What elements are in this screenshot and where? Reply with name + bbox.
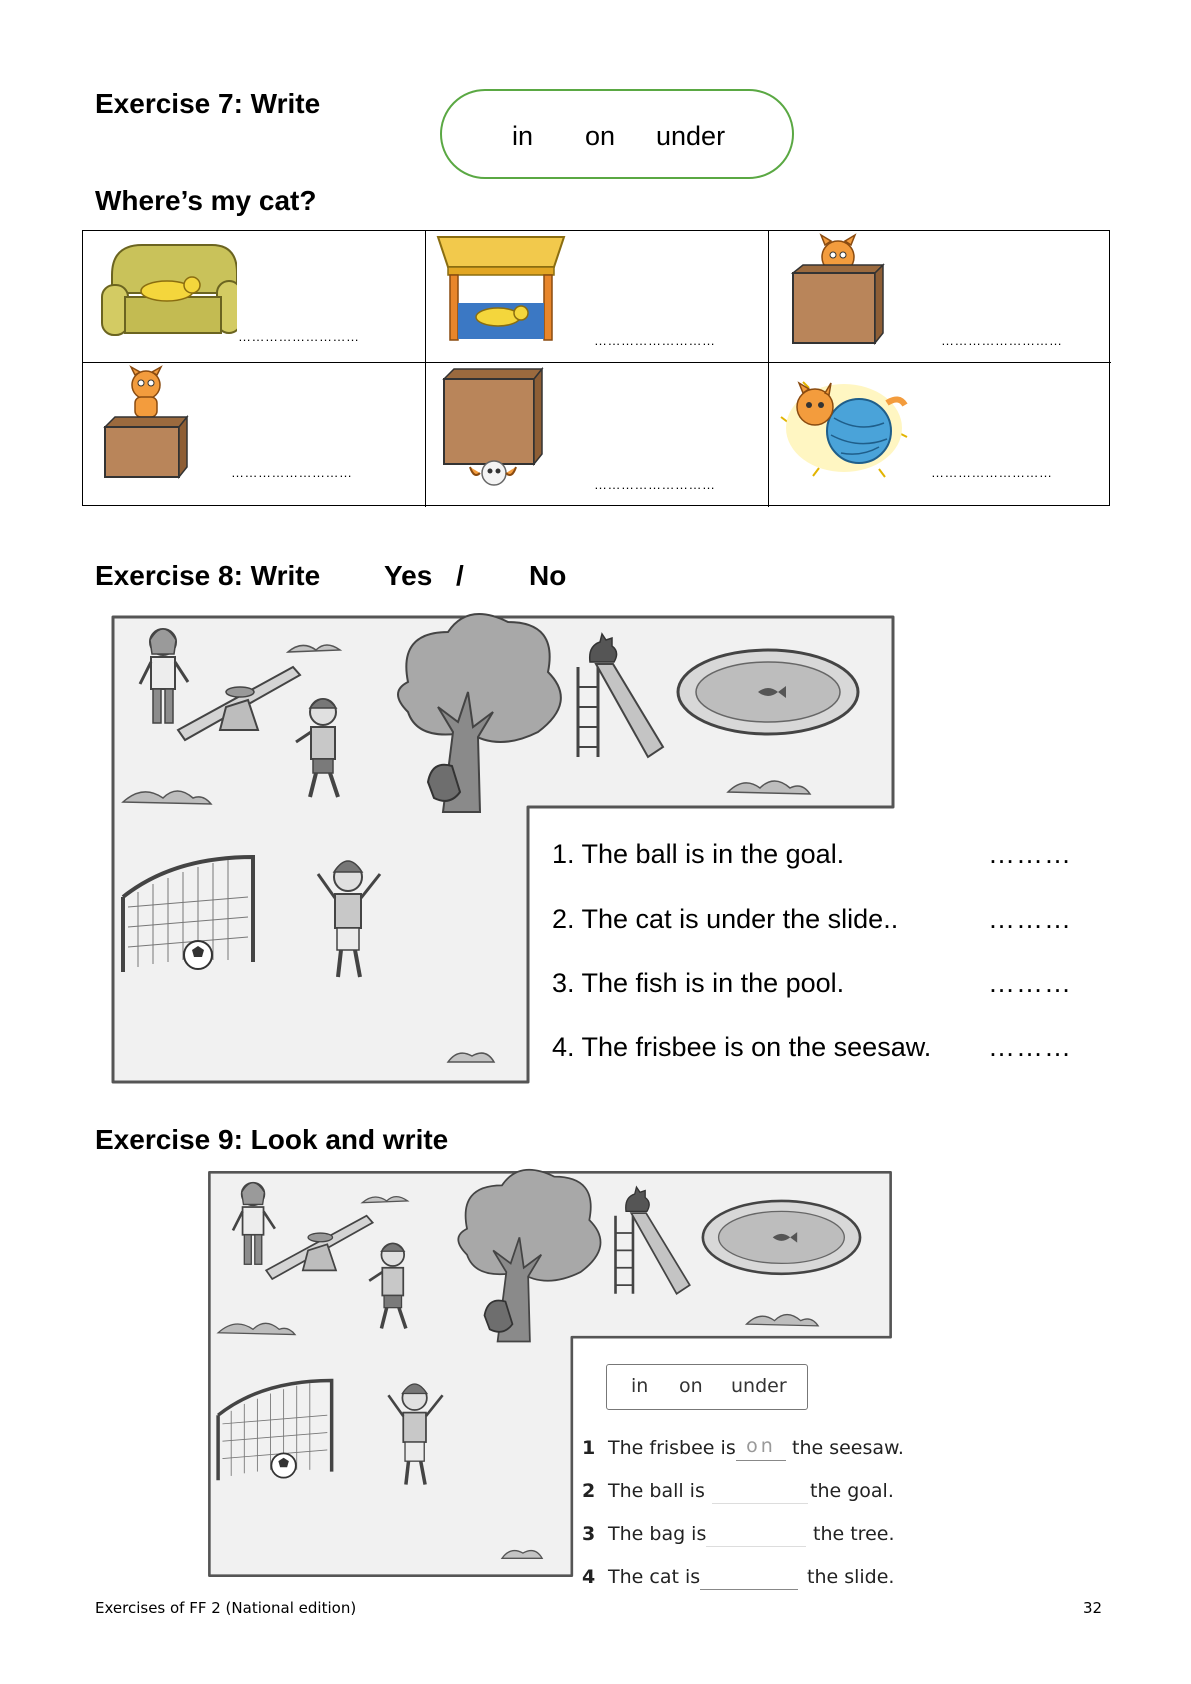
cat-on-sofa-picture <box>97 235 237 350</box>
cat-in-box-picture <box>783 233 893 348</box>
cat-cell-6 <box>769 363 1111 507</box>
exercise8-title: Exercise 8: Write <box>95 560 321 591</box>
ex9-start-2: The ball is <box>608 1480 705 1502</box>
ex9-num-3: 3 <box>582 1523 596 1545</box>
cat-cell-5 <box>426 363 769 507</box>
ex9-end-4: the slide. <box>807 1566 895 1588</box>
option-yes: Yes <box>384 560 433 591</box>
footer-text: Exercises of FF 2 (National edition) <box>95 1599 357 1617</box>
page-number: 32 <box>1083 1599 1103 1617</box>
cat-cell-3 <box>769 231 1111 363</box>
word-on: on <box>585 121 616 151</box>
exercise9-title: Exercise 9: Look and write <box>95 1124 449 1155</box>
ex9-start-3: The bag is <box>608 1523 707 1545</box>
cat-picture-table <box>82 230 1110 506</box>
ex9-num-1: 1 <box>582 1437 596 1459</box>
exercise8-answer-3[interactable]: ……… <box>988 968 1072 998</box>
exercise7-word-box <box>440 89 794 179</box>
exercise8-item-1: 1. The ball is in the goal. <box>552 839 845 869</box>
word-in: in <box>512 121 534 151</box>
ex9-end-3: the tree. <box>813 1523 895 1545</box>
option-no: No <box>529 560 567 591</box>
ex9-num-4: 4 <box>582 1566 596 1588</box>
cat-under-box-picture <box>442 367 552 492</box>
ex9-blank-3[interactable] <box>706 1521 806 1547</box>
cat-cell-2 <box>426 231 769 363</box>
ex9-num-2: 2 <box>582 1480 596 1502</box>
cat-cell-1 <box>83 231 426 363</box>
answer-line-3[interactable]: ……………………… <box>941 333 1063 348</box>
cat-under-table-picture <box>436 235 566 350</box>
cat-on-box-picture <box>101 365 201 480</box>
exercise8-answer-1[interactable]: ……… <box>988 839 1072 869</box>
ex9-start-4: The cat is <box>608 1566 701 1588</box>
exercise9-word-box <box>606 1364 808 1410</box>
ex9-end-2: the goal. <box>810 1480 894 1502</box>
ex9-word-under: under <box>731 1375 787 1397</box>
answer-line-6[interactable]: ……………………… <box>931 465 1053 480</box>
cat-cell-4 <box>83 363 426 507</box>
exercise8-item-3: 3. The fish is in the pool. <box>552 968 845 998</box>
ex9-word-in: in <box>631 1375 649 1397</box>
ex9-word-on: on <box>679 1375 703 1397</box>
ex9-end-1: the seesaw. <box>792 1437 904 1459</box>
exercise8-answer-2[interactable]: ……… <box>988 904 1072 934</box>
exercise8-answer-4[interactable]: ……… <box>988 1032 1072 1062</box>
answer-line-5[interactable]: ……………………… <box>594 477 716 492</box>
exercise8-item-2: 2. The cat is under the slide.. <box>552 904 899 934</box>
ex9-start-1: The frisbee is <box>608 1437 736 1459</box>
exercise7-title: Exercise 7: Write <box>95 88 321 119</box>
cat-with-ball-picture <box>779 373 909 483</box>
option-slash: / <box>456 560 464 591</box>
ex9-blank-2[interactable] <box>712 1478 808 1504</box>
ex9-blank-1[interactable]: on <box>736 1435 786 1461</box>
answer-line-4[interactable]: ……………………… <box>231 465 353 480</box>
word-under: under <box>656 121 726 151</box>
answer-line-2[interactable]: ……………………… <box>594 333 716 348</box>
exercise8-item-4: 4. The frisbee is on the seesaw. <box>552 1032 932 1062</box>
ex9-blank-4[interactable] <box>700 1564 798 1590</box>
exercise7-subtitle: Where’s my cat? <box>95 185 317 216</box>
answer-line-1[interactable]: ……………………… <box>238 329 360 344</box>
